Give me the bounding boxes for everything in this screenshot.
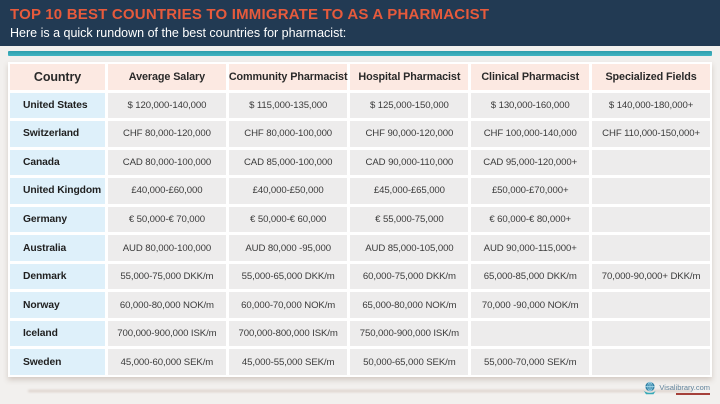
- row-country-label: Australia: [10, 235, 105, 261]
- column-header-country: Country: [10, 64, 105, 90]
- salary-cell: AUD 90,000-115,000+: [471, 235, 589, 261]
- globe-hand-icon: [642, 381, 657, 396]
- salary-cell: AUD 80,000-100,000: [108, 235, 226, 261]
- salary-cell: 700,000-800,000 ISK/m: [229, 321, 348, 347]
- salary-cell: [592, 207, 710, 233]
- salary-cell: £40,000-£50,000: [229, 178, 348, 204]
- salary-cell: £50,000-£70,000+: [471, 178, 589, 204]
- row-country-label: Iceland: [10, 321, 105, 347]
- column-header: Specialized Fields: [592, 64, 710, 90]
- row-country-label: Germany: [10, 207, 105, 233]
- row-country-label: Switzerland: [10, 121, 105, 147]
- salary-cell: [592, 178, 710, 204]
- table-shadow: [28, 390, 692, 392]
- salary-cell: 70,000 -90,000 NOK/m: [471, 292, 589, 318]
- salary-cell: CHF 110,000-150,000+: [592, 121, 710, 147]
- salary-cell: 60,000-75,000 DKK/m: [350, 264, 468, 290]
- salary-cell: 700,000-900,000 ISK/m: [108, 321, 226, 347]
- salary-cell: € 50,000-€ 60,000: [229, 207, 348, 233]
- salary-cell: 55,000-65,000 DKK/m: [229, 264, 348, 290]
- page-subtitle: Here is a quick rundown of the best countries for pharmacist:: [10, 26, 347, 40]
- salary-cell: [592, 321, 710, 347]
- column-header: Clinical Pharmacist: [471, 64, 589, 90]
- header-band: [0, 0, 720, 46]
- salary-cell: € 50,000-€ 70,000: [108, 207, 226, 233]
- row-country-label: Denmark: [10, 264, 105, 290]
- salary-cell: 45,000-60,000 SEK/m: [108, 349, 226, 375]
- salary-cell: € 60,000-€ 80,000+: [471, 207, 589, 233]
- row-country-label: United Kingdom: [10, 178, 105, 204]
- salary-cell: 70,000-90,000+ DKK/m: [592, 264, 710, 290]
- salary-cell: $ 130,000-160,000: [471, 93, 589, 119]
- salary-cell: £40,000-£60,000: [108, 178, 226, 204]
- column-header: Community Pharmacist: [229, 64, 348, 90]
- salary-cell: CHF 80,000-100,000: [229, 121, 348, 147]
- salary-cell: 50,000-65,000 SEK/m: [350, 349, 468, 375]
- salary-cell: [592, 349, 710, 375]
- salary-cell: [592, 150, 710, 176]
- row-country-label: Canada: [10, 150, 105, 176]
- column-header: Hospital Pharmacist: [350, 64, 468, 90]
- page-title: TOP 10 BEST COUNTRIES TO IMMIGRATE TO AS A PHARMACIST: [10, 6, 490, 23]
- salary-cell: 60,000-80,000 NOK/m: [108, 292, 226, 318]
- salary-cell: $ 120,000-140,000: [108, 93, 226, 119]
- salary-cell: 60,000-70,000 NOK/m: [229, 292, 348, 318]
- brand-name: Visalibrary.com: [659, 382, 710, 392]
- row-country-label: Sweden: [10, 349, 105, 375]
- salary-cell: CAD 80,000-100,000: [108, 150, 226, 176]
- brand-underline: [676, 393, 710, 395]
- salary-cell: CAD 90,000-110,000: [350, 150, 468, 176]
- salary-cell: 750,000-900,000 ISK/m: [350, 321, 468, 347]
- salary-cell: CAD 85,000-100,000: [229, 150, 348, 176]
- row-country-label: Norway: [10, 292, 105, 318]
- salary-cell: AUD 85,000-105,000: [350, 235, 468, 261]
- salary-cell: 55,000-70,000 SEK/m: [471, 349, 589, 375]
- row-country-label: United States: [10, 93, 105, 119]
- salary-cell: CHF 90,000-120,000: [350, 121, 468, 147]
- salary-table-grid: [10, 64, 710, 375]
- pharmacist-salary-table: [8, 62, 712, 377]
- salary-cell: £45,000-£65,000: [350, 178, 468, 204]
- salary-cell: $ 115,000-135,000: [229, 93, 348, 119]
- salary-cell: 55,000-75,000 DKK/m: [108, 264, 226, 290]
- salary-cell: 65,000-80,000 NOK/m: [350, 292, 468, 318]
- salary-cell: [471, 321, 589, 347]
- salary-cell: 45,000-55,000 SEK/m: [229, 349, 348, 375]
- salary-cell: AUD 80,000 -95,000: [229, 235, 348, 261]
- salary-cell: CHF 80,000-120,000: [108, 121, 226, 147]
- column-header: Average Salary: [108, 64, 226, 90]
- salary-cell: [592, 292, 710, 318]
- salary-cell: [592, 235, 710, 261]
- salary-cell: $ 125,000-150,000: [350, 93, 468, 119]
- salary-cell: 65,000-85,000 DKK/m: [471, 264, 589, 290]
- brand-logo: [642, 381, 710, 396]
- salary-cell: $ 140,000-180,000+: [592, 93, 710, 119]
- salary-cell: € 55,000-75,000: [350, 207, 468, 233]
- salary-cell: CAD 95,000-120,000+: [471, 150, 589, 176]
- teal-divider: [8, 51, 712, 56]
- salary-cell: CHF 100,000-140,000: [471, 121, 589, 147]
